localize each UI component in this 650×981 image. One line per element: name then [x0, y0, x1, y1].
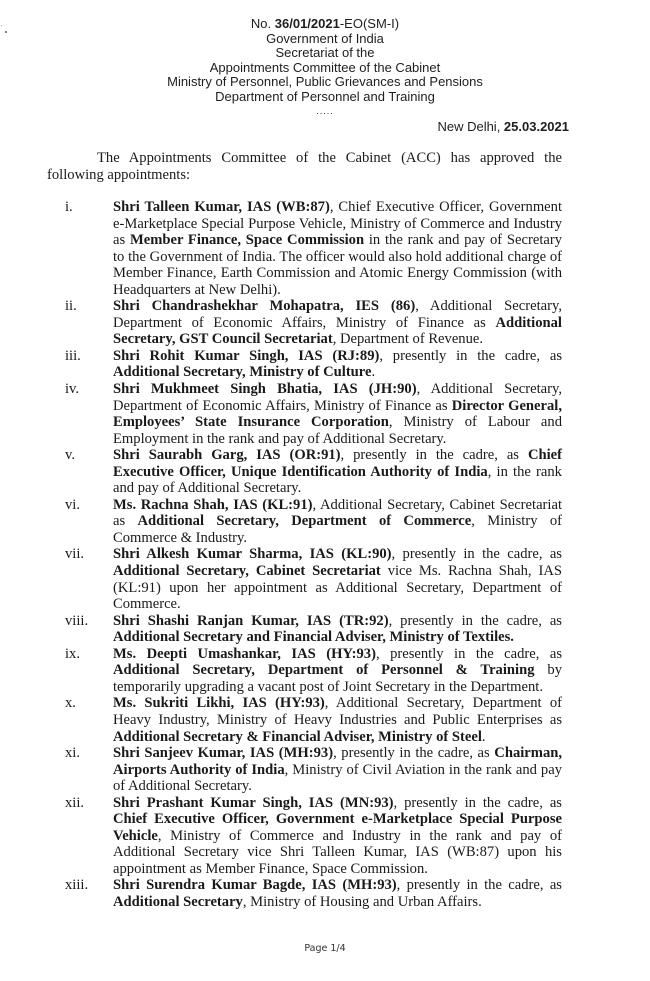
header-line: Appointments Committee of the Cabinet — [209, 59, 441, 75]
bold-text: Shri Saurabh Garg, IAS (OR:91) — [113, 447, 341, 464]
item-numeral: viii. — [65, 612, 89, 629]
appointment-item — [0, 613, 562, 646]
body-text: , presently in the cadre, as — [379, 347, 562, 364]
appointment-item — [0, 646, 562, 696]
bold-text: Ms. Sukriti Likhi, IAS (HY:93) — [113, 695, 325, 712]
body-text: . — [481, 728, 486, 745]
appointment-item — [0, 877, 562, 910]
body-text: , in the rank and pay of Additional Secretary. — [113, 463, 562, 497]
bold-text: Shri Alkesh Kumar Sharma, IAS (KL:90) — [113, 546, 392, 563]
bold-text: Additional Secretary, Cabinet Secretariat — [113, 563, 381, 580]
body-text: , presently in the cadre, as — [393, 794, 562, 811]
appointment-item — [0, 795, 562, 878]
header-separator: ..... — [316, 105, 334, 116]
item-numeral: vii. — [65, 546, 85, 563]
appointment-item — [0, 199, 562, 298]
bold-text: Shri Sanjeev Kumar, IAS (MH:93) — [113, 745, 334, 762]
appointment-item — [0, 298, 562, 348]
header-line: Department of Personnel and Training — [215, 88, 435, 104]
bold-text: Shri Mukhmeet Singh Bhatia, IAS (JH:90) — [113, 381, 417, 398]
bold-text: Additional Secretary & Financial Adviser, Ministry of Steel — [113, 728, 482, 745]
item-numeral: iv. — [65, 381, 80, 398]
item-numeral: xi. — [65, 745, 80, 762]
item-numeral: xiii. — [65, 877, 89, 894]
item-numeral: xii. — [65, 794, 85, 811]
body-text: , presently in the cadre, as — [340, 447, 528, 464]
appointment-item — [0, 447, 562, 497]
body-text: , Ministry of Civil Aviation in the rank and pay of Additional Secretary. — [113, 761, 562, 795]
bold-text: Shri Talleen Kumar, IAS (WB:87) — [113, 199, 330, 215]
body-text: , presently in the cadre, as — [333, 745, 495, 762]
bold-text: Additional Secretary, Department of Commerce — [137, 513, 472, 530]
bold-text: Chairman, Airports Authority of India — [113, 745, 562, 778]
appointment-item — [0, 381, 562, 447]
body-text: , Ministry of Labour and Employment in the rank and pay of Additional Secretary. — [113, 414, 562, 447]
bold-text: Chief Executive Officer, Unique Identification Authority of India — [113, 447, 562, 480]
bold-text: Director General, Employees’ State Insurance Corporation — [113, 397, 562, 431]
bold-text: Ms. Deepti Umashankar, IAS (HY:93) — [113, 645, 376, 662]
item-numeral: vi. — [65, 496, 80, 513]
body-text: , Additional Secretary, Department of Economic Affairs, Ministry of Finance as — [113, 381, 562, 414]
body-text: , Additional Secretary, Department of Economic Affairs, Ministry of Finance as — [113, 298, 562, 331]
item-numeral: ii. — [65, 298, 77, 315]
place: New Delhi, — [437, 119, 504, 134]
place-and-date — [437, 119, 569, 134]
appointment-item — [0, 695, 562, 745]
page-number: Page 1/4 — [304, 943, 346, 954]
body-text: . — [371, 364, 376, 381]
bold-text: Member Finance, Space Commission — [129, 232, 365, 249]
body-text: , Chief Executive Officer, Government e-Marketplace Special Purpose Vehicle, Ministry of Commerce and Industry as — [113, 199, 562, 249]
body-text: , Ministry of Housing and Urban Affairs. — [242, 893, 482, 910]
bold-text: Shri Shashi Ranjan Kumar, IAS (TR:92) — [113, 612, 389, 629]
bold-text: Shri Chandrashekhar Mohapatra, IES (86) — [113, 298, 416, 315]
document-header — [0, 17, 650, 117]
body-text: , presently in the cadre, as — [375, 645, 562, 662]
appointment-item — [0, 745, 562, 795]
appointment-item — [0, 497, 562, 547]
body-text: , Additional Secretary, Cabinet Secretariat as — [113, 496, 562, 530]
item-numeral: i. — [65, 199, 73, 215]
bold-text: Additional Secretary and Financial Adviser, Ministry of Textiles. — [113, 629, 514, 646]
item-numeral: iii. — [65, 347, 81, 364]
body-text: by temporarily upgrading a vacant post of Joint Secretary in the Department. — [113, 662, 562, 695]
intro-paragraph: The Appointments Committee of the Cabinet (ACC) has approved the following appointments: — [47, 150, 562, 183]
appointment-item — [0, 348, 562, 381]
bold-text: Chief Executive Officer, Government e-Marketplace Special Purpose Vehicle — [113, 811, 562, 844]
body-text: , Ministry of Commerce & Industry. — [113, 513, 562, 546]
bold-text: Shri Rohit Kumar Singh, IAS (RJ:89) — [113, 347, 380, 364]
body-text: , Department of Revenue. — [332, 331, 484, 348]
body-text: vice Ms. Rachna Shah, IAS (KL:91) upon her appointment as Additional Secretary, Department of Commerce. — [113, 563, 562, 613]
header-line: Secretariat of the — [275, 45, 375, 61]
bold-text: Additional Secretary, GST Council Secretariat — [113, 314, 562, 348]
body-text: , presently in the cadre, as — [391, 546, 562, 563]
item-numeral: x. — [65, 695, 76, 712]
bold-text: Shri Surendra Kumar Bagde, IAS (MH:93) — [113, 877, 397, 894]
bold-text: Additional Secretary, Department of Personnel & Training — [113, 662, 535, 679]
body-text: , presently in the cadre, as — [388, 612, 562, 629]
body-text: in the rank and pay of Secretary to the Government of India. The officer would also hold additional charge of Member Finance, Earth Commission and Atomic Energy Commission (with Headquarters at New Delhi). — [113, 232, 563, 298]
body-text: , presently in the cadre, as — [396, 877, 562, 894]
body-text: , Additional Secretary, Department of Heavy Industry, Ministry of Heavy Industries and Public Enterprises as — [113, 695, 563, 728]
reference-number: No. 36/01/2021-EO(SM-I) — [250, 16, 400, 31]
bold-text: Additional Secretary, Ministry of Culture — [113, 364, 372, 381]
item-numeral: v. — [65, 447, 75, 464]
bold-text: Additional Secretary — [113, 893, 243, 910]
body-text: , Ministry of Commerce and Industry in the rank and pay of Additional Secretary vice Shri Talleen Kumar, IAS (WB:87) upon his appointment as Member Finance, Space Commission. — [113, 827, 562, 877]
bold-text: Shri Prashant Kumar Singh, IAS (MN:93) — [113, 794, 394, 811]
item-numeral: ix. — [65, 645, 80, 662]
appointment-item — [0, 546, 562, 612]
appointments-list — [0, 199, 650, 911]
header-line: Ministry of Personnel, Public Grievances and Pensions — [167, 74, 483, 90]
header-line: Government of India — [266, 30, 384, 46]
bold-text: Ms. Rachna Shah, IAS (KL:91) — [113, 496, 313, 513]
date: 25.03.2021 — [503, 119, 569, 134]
